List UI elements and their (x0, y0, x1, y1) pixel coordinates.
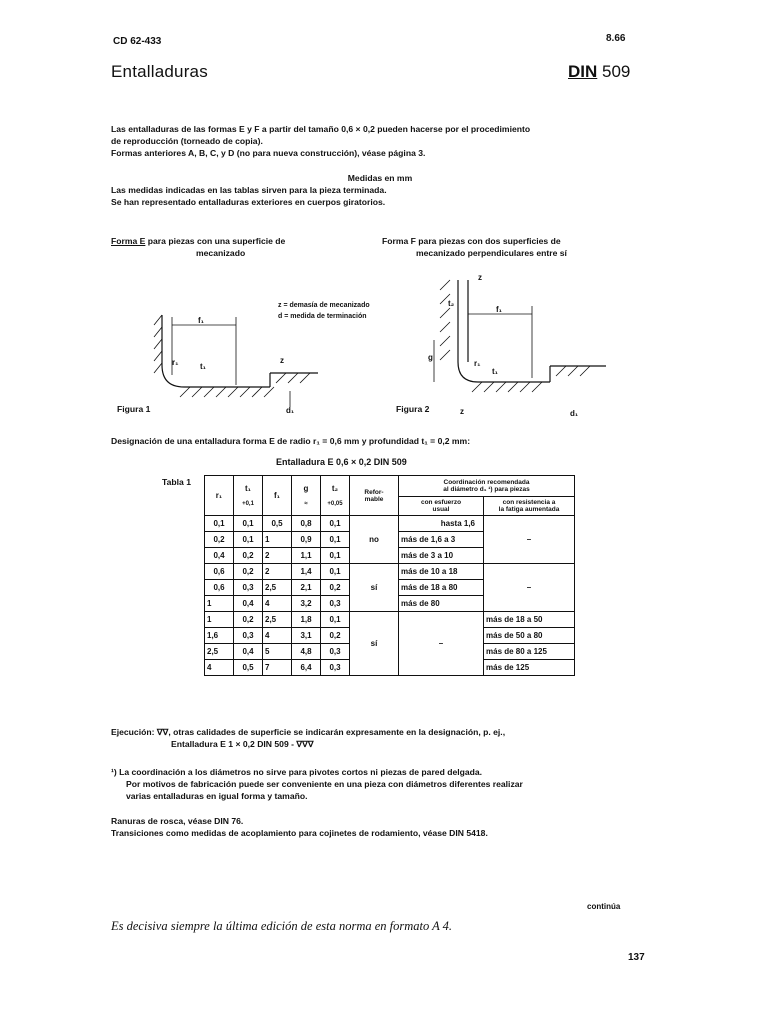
measures-line-2: Se han representado entalladuras exteriores en cuerpos giratorios. (111, 197, 386, 207)
th-r1: r₁ (205, 476, 234, 516)
cell: 1 (205, 612, 234, 628)
cell-reformable-si-1: sí (350, 564, 399, 612)
wall-hatch (154, 315, 162, 373)
form-e-line-1 (111, 236, 285, 247)
cell: 1,6 (205, 628, 234, 644)
wall-hatch-2 (440, 280, 450, 360)
z-label-3: z (460, 407, 464, 416)
legend-d: d = medida de terminación (278, 313, 367, 320)
cell-fatigue-dash-2: – (484, 564, 575, 612)
dimension-table (204, 475, 575, 676)
cell-usual: más de 18 a 80 (399, 580, 484, 596)
th-t2 (321, 476, 350, 516)
cell: 0,1 (321, 564, 350, 580)
cell: 0,5 (234, 660, 263, 676)
cell-usual: más de 10 a 18 (399, 564, 484, 580)
cell: 4 (263, 596, 292, 612)
continues-label: continúa (587, 902, 621, 911)
cell: 5 (263, 644, 292, 660)
cell: 0,1 (234, 532, 263, 548)
designation-text: Designación de una entalladura forma E de radio r₁ = 0,6 mm y profundidad t₁ = 0,2 mm: (111, 436, 471, 446)
t2-label: t₂ (448, 299, 455, 308)
th-t2-label: t₂ (331, 484, 339, 493)
th-reformable: Refor- mable (350, 476, 399, 516)
cell-fatigue: más de 80 a 125 (484, 644, 575, 660)
cell: 0,1 (321, 548, 350, 564)
th-fatigue: con resistencia a la fatiga aumentada (484, 497, 575, 516)
measures-line-1: Las medidas indicadas en las tablas sirven para la pieza terminada. (111, 185, 387, 195)
figure-2-drawing (420, 270, 610, 420)
cell: 0,4 (205, 548, 234, 564)
cell: 0,2 (321, 628, 350, 644)
th-t2-tol: +0,05 (327, 501, 343, 507)
d1-label: d₁ (286, 406, 295, 415)
cell: 0,1 (234, 516, 263, 532)
cell: 0,6 (205, 580, 234, 596)
surface-mark: z (280, 356, 284, 365)
intro-line-1: Las entalladuras de las formas E y F a partir del tamaño 0,6 × 0,2 pueden hacerse por el procedimiento (111, 124, 531, 134)
cell: 0,5 (263, 516, 292, 532)
f1-label: f₁ (198, 316, 204, 325)
t1-label-2: t₁ (492, 367, 498, 376)
cell: 4,8 (292, 644, 321, 660)
cell-usual: más de 1,6 a 3 (399, 532, 484, 548)
cell: 0,8 (292, 516, 321, 532)
cell: 1,1 (292, 548, 321, 564)
bottom-hatch-2 (472, 366, 590, 392)
r1-label-2: r₁ (474, 359, 481, 368)
cell: 0,3 (234, 628, 263, 644)
groove-profile-2 (458, 280, 550, 382)
cell: 0,2 (321, 580, 350, 596)
cell: 0,3 (321, 596, 350, 612)
execution-label: Ejecución: (111, 727, 155, 737)
cell: 2,5 (263, 612, 292, 628)
cell: 4 (263, 628, 292, 644)
footnote-line-2: Por motivos de fabricación puede ser conveniente en una pieza con diámetros diferentes realizar (126, 779, 523, 789)
cell: 0,6 (205, 564, 234, 580)
execution-line (111, 727, 505, 738)
r1-label: r₁ (172, 358, 179, 367)
cell: 1,4 (292, 564, 321, 580)
th-f1: f₁ (263, 476, 292, 516)
cell: 0,1 (321, 516, 350, 532)
table-row (205, 516, 575, 532)
execution-text: ∇∇, otras calidades de superficie se indicarán expresamente en la designación, p. ej., (154, 727, 506, 737)
z-label-2: z (478, 273, 482, 282)
cell: 0,3 (234, 580, 263, 596)
cell-fatigue: más de 125 (484, 660, 575, 676)
cell: 0,9 (292, 532, 321, 548)
footnote-line-3: varias entalladuras en igual forma y tamaño. (126, 791, 308, 801)
standard-logo: DIN (568, 62, 598, 81)
page-title: Entalladuras (111, 62, 208, 81)
cell: 0,1 (321, 532, 350, 548)
document-code: CD 62-433 (113, 36, 162, 47)
groove-profile (162, 315, 270, 387)
table-label: Tabla 1 (162, 477, 191, 487)
table-title: Entalladura E 0,6 × 0,2 DIN 509 (276, 457, 407, 467)
cell-reformable-si-2: sí (350, 612, 399, 676)
cell-fatigue: más de 18 a 50 (484, 612, 575, 628)
th-t1 (234, 476, 263, 516)
form-e-desc: para piezas con una superficie de (145, 236, 286, 246)
cell: 4 (205, 660, 234, 676)
cell: 7 (263, 660, 292, 676)
th-t1-tol: +0,1 (242, 501, 254, 507)
table-row (205, 564, 575, 580)
cell: 1 (263, 532, 292, 548)
measures-heading: Medidas en mm (347, 173, 413, 183)
th-g (292, 476, 321, 516)
form-f-line-2: mecanizado perpendiculares entre sí (416, 248, 567, 258)
g-label: g (428, 353, 433, 362)
intro-line-2: de reproducción (torneado de copia). (111, 136, 263, 146)
cell: 3,2 (292, 596, 321, 612)
cell: 2,1 (292, 580, 321, 596)
cell: 3,1 (292, 628, 321, 644)
cell: 0,1 (205, 516, 234, 532)
figure-2-caption: Figura 2 (396, 404, 430, 414)
cell-usual-dash: – (399, 612, 484, 676)
intro-line-3: Formas anteriores A, B, C, y D (no para nueva construcción), véase página 3. (111, 148, 426, 158)
legend-z: z = demasía de mecanizado (278, 302, 370, 309)
cell: 0,3 (321, 644, 350, 660)
form-f-line-1: Forma F para piezas con dos superficies de (382, 236, 561, 246)
page-number: 137 (628, 952, 645, 963)
cell-usual: más de 80 (399, 596, 484, 612)
cell: 2 (263, 564, 292, 580)
cell: 0,1 (321, 612, 350, 628)
execution-example: Entalladura E 1 × 0,2 DIN 509 - ∇∇∇ (171, 739, 314, 749)
cell-fatigue-dash-1: – (484, 516, 575, 564)
t1-label: t₁ (200, 362, 206, 371)
cell: 2,5 (263, 580, 292, 596)
cell: 1 (205, 596, 234, 612)
cell: 0,2 (234, 612, 263, 628)
note-thread-grooves: Ranuras de rosca, véase DIN 76. (111, 816, 244, 826)
footnote-line-1: ¹) La coordinación a los diámetros no sirve para pivotes cortos ni piezas de pared delgada. (111, 767, 483, 777)
figure-1-caption: Figura 1 (117, 404, 151, 414)
cell: 0,2 (234, 548, 263, 564)
cell: 2 (263, 548, 292, 564)
standard-number: 509 (602, 62, 631, 81)
th-g-label: g (303, 484, 309, 493)
cell-reformable-no: no (350, 516, 399, 564)
f1-label-2: f₁ (496, 305, 502, 314)
cell: 0,4 (234, 596, 263, 612)
footer-note: Es decisiva siempre la última edición de esta norma en formato A 4. (111, 919, 453, 933)
cell: 0,4 (234, 644, 263, 660)
cell-usual: hasta 1,6 (399, 516, 484, 532)
note-bearing-transitions: Transiciones como medidas de acoplamiento para cojinetes de rodamiento, véase DIN 5418. (111, 828, 488, 838)
th-usual: con esfuerzo usual (399, 497, 484, 516)
form-e-name: Forma E (111, 236, 146, 246)
cell: 1,8 (292, 612, 321, 628)
figure-1-drawing (140, 295, 320, 415)
cell: 0,3 (321, 660, 350, 676)
cell: 6,4 (292, 660, 321, 676)
d1-label-2: d₁ (570, 409, 579, 418)
th-g-sub: ≈ (304, 501, 308, 507)
th-coordination: Coordinación recomendada al diámetro d₁ ¹) para piezas (399, 476, 575, 497)
bottom-hatch (180, 373, 310, 397)
cell: 0,2 (205, 532, 234, 548)
cell: 0,2 (234, 564, 263, 580)
cell: 2,5 (205, 644, 234, 660)
cell-usual: más de 3 a 10 (399, 548, 484, 564)
document-date: 8.66 (606, 33, 626, 44)
form-e-line-2: mecanizado (196, 248, 246, 258)
table-row (205, 612, 575, 628)
th-t1-label: t₁ (245, 484, 251, 493)
cell-fatigue: más de 50 a 80 (484, 628, 575, 644)
